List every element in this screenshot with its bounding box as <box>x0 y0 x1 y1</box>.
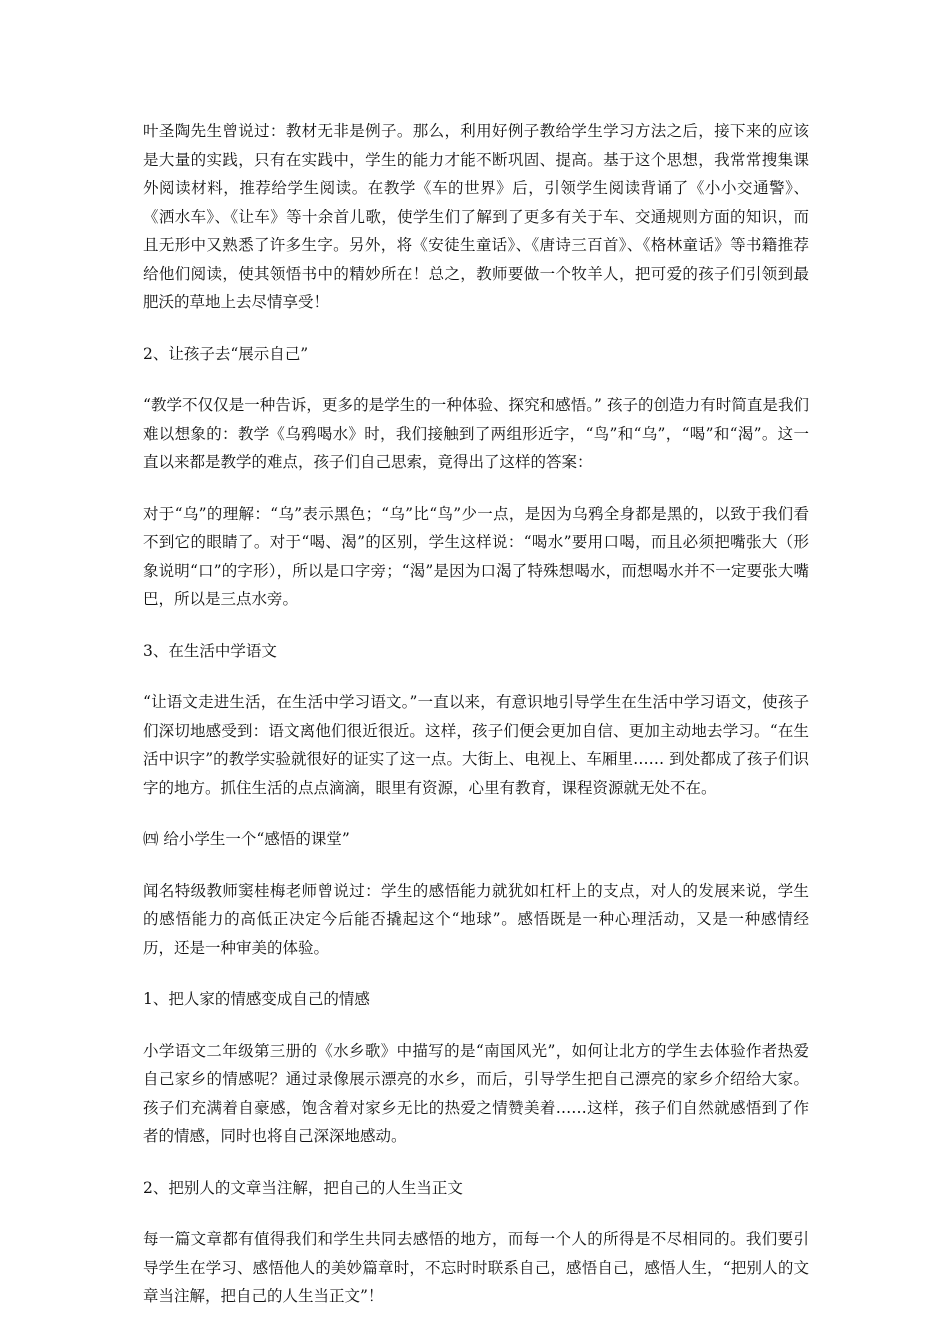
paragraph-character-understanding: 对于“乌”的理解：“乌”表示黑色；“乌”比“鸟”少一点，是因为乌鸦全身都是黑的，以致于我们看不到它的眼睛了。对于“喝、渴”的区别，学生这样说：“喝水”要用口喝，而且必须把嘴张大（形象说明“口”的字形），所以是口字旁；“渴”是因为口渴了特殊想喝水，而想喝水并不一定要张大嘴巴，所以是三点水旁。 <box>143 504 809 608</box>
paragraph-language-in-life: “让语文走进生活，在生活中学习语文。”一直以来，有意识地引导学生在生活中学习语文，使孩子们深切地感受到：语文离他们很近很近。这样，孩子们便会更加自信、更加主动地去学习。“在生活中识字”的教学实验就很好的证实了这一点。大街上、电视上、车厢里…… 到处都成了孩子们识字的地方。抓住生活的点点滴滴，眼里有资源，心里有教育，课程资源就无处不在。 <box>143 693 809 797</box>
heading-others-emotions: 1、把人家的情感变成自己的情感 <box>143 990 370 1008</box>
heading-show-yourself: 2、让孩子去“展示自己” <box>143 344 309 363</box>
document-body <box>143 117 809 1334</box>
paragraph-life-as-text: 每一篇文章都有值得我们和学生共同去感悟的地方，而每一个人的所得是不尽相同的。我们要引导学生在学习、感悟他人的美妙篇章时，不忘时时联系自己，感悟自己，感悟人生，“把别人的文章当注解，把自己的人生当正文”！ <box>143 1230 809 1305</box>
heading-learn-in-life: 3、在生活中学语文 <box>143 641 277 660</box>
paragraph-perception-ability: 闻名特级教师窦桂梅老师曾说过：学生的感悟能力就犹如杠杆上的支点，对人的发展来说，学生的感悟能力的高低正决定今后能否撬起这个“地球”。感悟既是一种心理活动，又是一种感情经历，还是一种审美的体验。 <box>143 881 809 957</box>
paragraph-water-village-song: 小学语文二年级第三册的《水乡歌》中描写的是“南国风光”，如何让北方的学生去体验作者热爱自己家乡的情感呢？通过录像展示漂亮的水乡，而后，引导学生把自己漂亮的家乡介绍给大家。孩子们充满着自豪感，饱含着对家乡无比的热爱之情赞美着……这样，孩子们自然就感悟到了作者的情感，同时也将自己深深地感动。 <box>143 1041 809 1145</box>
heading-perception-classroom: ㈣ 给小学生一个“感悟的课堂” <box>143 830 350 848</box>
heading-annotation-and-text: 2、把别人的文章当注解，把自己的人生当正文 <box>143 1178 463 1197</box>
paragraph-reading-practice: 叶圣陶先生曾说过：教材无非是例子。那么，利用好例子教给学生学习方法之后，接下来的应该是大量的实践，只有在实践中，学生的能力才能不断巩固、提高。基于这个思想，我常常搜集课外阅读材料，推荐给学生阅读。在教学《车的世界》后，引领学生阅读背诵了《小小交通警》、《洒水车》、《让车》等十余首儿歌，使学生们了解到了更多有关于车、交通规则方面的知识，而且无形中又熟悉了许多生字。另外，将《安徒生童话》、《唐诗三百首》、《格林童话》等书籍推荐给他们阅读，使其领悟书中的精妙所在！总之，教师要做一个牧羊人，把可爱的孩子们引领到最肥沃的草地上去尽情享受！ <box>143 122 809 311</box>
paragraph-teaching-experience: “教学不仅仅是一种告诉，更多的是学生的一种体验、探究和感悟。” 孩子的创造力有时简直是我们难以想象的：教学《乌鸦喝水》时，我们接触到了两组形近字，“鸟”和“乌”，“喝”和“渴”。这一直以来都是教学的难点，孩子们自己思索，竟得出了这样的答案： <box>143 396 809 471</box>
